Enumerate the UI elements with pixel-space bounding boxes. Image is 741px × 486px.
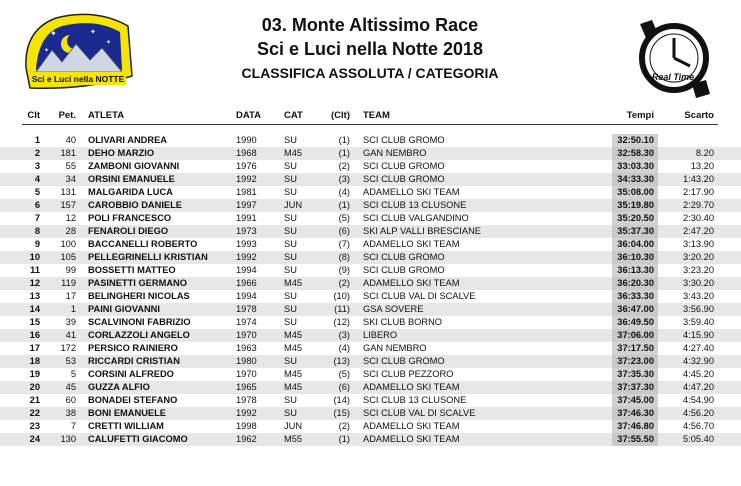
cell-atleta: CRETTI WILLIAM xyxy=(88,421,164,431)
cell-scarto: 3:13.90 xyxy=(682,239,714,249)
cell-atleta: GUZZA ALFIO xyxy=(88,382,150,392)
cell-atleta: PASINETTI GERMANO xyxy=(88,278,187,288)
cell-tempi: 37:45.00 xyxy=(617,395,654,405)
cell-data: 1992 xyxy=(236,174,257,184)
cell-clt: 18 xyxy=(29,356,40,366)
cell-team: SCI CLUB VAL DI SCALVE xyxy=(363,291,476,301)
cell-tempi: 35:19.80 xyxy=(617,200,654,210)
cell-clt-cat: (14) xyxy=(333,395,350,405)
cell-atleta: DEHO MARZIO xyxy=(88,148,155,158)
cell-scarto: 13.20 xyxy=(690,161,714,171)
cell-team: SKI CLUB BORNO xyxy=(363,317,443,327)
ranking-title: CLASSIFICA ASSOLUTA / CATEGORIA xyxy=(241,65,499,81)
cell-data: 1974 xyxy=(236,317,257,327)
cell-cat: M45 xyxy=(284,148,303,158)
cell-tempi: 37:46.30 xyxy=(617,408,654,418)
header-cat: CAT xyxy=(284,110,303,121)
cell-clt-cat: (3) xyxy=(338,330,350,340)
cell-cat: SU xyxy=(284,291,297,301)
cell-tempi: 37:06.00 xyxy=(617,330,654,340)
table-row xyxy=(0,160,741,173)
cell-clt-cat: (6) xyxy=(338,382,350,392)
cell-clt-cat: (4) xyxy=(338,187,350,197)
table-row xyxy=(0,420,741,433)
cell-pet: 17 xyxy=(65,291,76,301)
cell-atleta: PAINI GIOVANNI xyxy=(88,304,160,314)
cell-scarto: 2:47.20 xyxy=(682,226,714,236)
cell-clt-cat: (8) xyxy=(338,252,350,262)
cell-clt: 1 xyxy=(34,135,40,145)
cell-scarto: 8.20 xyxy=(695,148,714,158)
cell-clt: 6 xyxy=(34,200,40,210)
cell-cat: SU xyxy=(284,161,297,171)
cell-clt: 2 xyxy=(34,148,40,158)
cell-atleta: PERSICO RAINIERO xyxy=(88,343,178,353)
cell-atleta: CALUFETTI GIACOMO xyxy=(88,434,188,444)
cell-pet: 5 xyxy=(70,369,76,379)
cell-clt-cat: (5) xyxy=(338,213,350,223)
cell-data: 1981 xyxy=(236,187,257,197)
header-atleta: ATLETA xyxy=(88,110,125,121)
cell-cat: SU xyxy=(284,239,297,249)
table-row xyxy=(0,199,741,212)
cell-data: 1970 xyxy=(236,369,257,379)
cell-cat: M45 xyxy=(284,382,303,392)
cell-tempi: 37:46.80 xyxy=(617,421,654,431)
cell-data: 1968 xyxy=(236,148,257,158)
svg-text:✦: ✦ xyxy=(90,28,96,36)
cell-team: GSA SOVERE xyxy=(363,304,424,314)
cell-cat: SU xyxy=(284,213,297,223)
cell-team: SCI CLUB GROMO xyxy=(363,252,445,262)
table-row xyxy=(0,186,741,199)
cell-pet: 131 xyxy=(60,187,76,197)
cell-tempi: 37:23.00 xyxy=(617,356,654,366)
cell-tempi: 36:33.30 xyxy=(617,291,654,301)
cell-pet: 119 xyxy=(61,278,76,288)
cell-clt-cat: (2) xyxy=(338,161,350,171)
cell-clt: 16 xyxy=(29,330,40,340)
cell-scarto: 1:43.20 xyxy=(682,174,714,184)
cell-clt: 5 xyxy=(34,187,40,197)
cell-pet: 99 xyxy=(65,265,76,275)
svg-text:✦: ✦ xyxy=(50,29,57,38)
cell-clt: 11 xyxy=(30,265,40,275)
timing-logo xyxy=(632,14,714,100)
cell-data: 1997 xyxy=(236,200,257,210)
cell-data: 1962 xyxy=(236,434,257,444)
cell-data: 1998 xyxy=(236,421,257,431)
cell-pet: 41 xyxy=(65,330,76,340)
table-row xyxy=(0,368,741,381)
cell-data: 1970 xyxy=(236,330,257,340)
cell-cat: SU xyxy=(284,265,297,275)
cell-clt: 15 xyxy=(29,317,40,327)
cell-cat: M45 xyxy=(284,330,303,340)
header-divider xyxy=(22,124,718,125)
svg-text:✦: ✦ xyxy=(44,47,50,54)
cell-data: 1991 xyxy=(236,213,257,223)
cell-cat: M45 xyxy=(284,369,303,379)
cell-tempi: 36:10.30 xyxy=(617,252,654,262)
cell-cat: M45 xyxy=(284,278,303,288)
cell-atleta: CORSINI ALFREDO xyxy=(88,369,174,379)
event-logo-text: Sci e Luci nella NOTTE xyxy=(31,74,125,84)
cell-data: 1973 xyxy=(236,226,257,236)
cell-team: SCI CLUB GROMO xyxy=(363,161,445,171)
cell-clt-cat: (7) xyxy=(338,239,350,249)
cell-cat: M55 xyxy=(284,434,303,444)
cell-team: SCI CLUB GROMO xyxy=(363,356,445,366)
cell-tempi: 35:20.50 xyxy=(617,213,654,223)
cell-team: ADAMELLO SKI TEAM xyxy=(363,382,460,392)
cell-pet: 100 xyxy=(60,239,76,249)
cell-pet: 38 xyxy=(65,408,76,418)
cell-pet: 181 xyxy=(60,148,76,158)
cell-cat: SU xyxy=(284,317,297,327)
cell-clt-cat: (3) xyxy=(338,174,350,184)
cell-team: ADAMELLO SKI TEAM xyxy=(363,239,460,249)
table-row xyxy=(0,277,741,290)
cell-tempi: 33:03.30 xyxy=(617,161,654,171)
cell-data: 1976 xyxy=(236,161,257,171)
cell-tempi: 32:50.10 xyxy=(617,135,654,145)
cell-scarto: 3:30.20 xyxy=(682,278,714,288)
cell-atleta: BACCANELLI ROBERTO xyxy=(88,239,198,249)
cell-scarto: 4:15.90 xyxy=(682,330,714,340)
cell-tempi: 32:58.30 xyxy=(617,148,654,158)
cell-cat: JUN xyxy=(284,421,303,431)
cell-clt: 13 xyxy=(29,291,40,301)
cell-data: 1978 xyxy=(236,304,257,314)
cell-pet: 7 xyxy=(70,421,76,431)
cell-clt: 24 xyxy=(29,434,40,444)
cell-tempi: 35:37.30 xyxy=(617,226,654,236)
cell-atleta: BELINGHERI NICOLAS xyxy=(88,291,190,301)
cell-pet: 55 xyxy=(65,161,76,171)
cell-tempi: 37:55.50 xyxy=(617,434,654,444)
cell-team: ADAMELLO SKI TEAM xyxy=(363,278,460,288)
cell-data: 1966 xyxy=(236,278,257,288)
cell-data: 1978 xyxy=(236,395,257,405)
cell-cat: SU xyxy=(284,304,297,314)
cell-atleta: CORLAZZOLI ANGELO xyxy=(88,330,190,340)
cell-clt-cat: (13) xyxy=(333,356,350,366)
event-title: Sci e Luci nella Notte 2018 xyxy=(256,39,484,59)
cell-tempi: 37:35.30 xyxy=(617,369,654,379)
cell-pet: 34 xyxy=(65,174,76,184)
page-header xyxy=(150,14,590,82)
table-row xyxy=(0,147,741,160)
table-row xyxy=(0,238,741,251)
header-scarto: Scarto xyxy=(684,110,714,121)
cell-scarto: 3:23.20 xyxy=(682,265,714,275)
cell-team: GAN NEMBRO xyxy=(363,343,427,353)
cell-clt: 12 xyxy=(29,278,40,288)
cell-scarto: 4:32.90 xyxy=(682,356,714,366)
cell-cat: SU xyxy=(284,174,297,184)
cell-cat: JUN xyxy=(284,200,303,210)
cell-team: SCI CLUB 13 CLUSONE xyxy=(363,395,467,405)
cell-pet: 12 xyxy=(65,213,76,223)
cell-clt-cat: (6) xyxy=(338,226,350,236)
table-row xyxy=(0,355,741,368)
cell-team: LIBERO xyxy=(363,330,398,340)
table-header xyxy=(0,108,741,122)
cell-pet: 40 xyxy=(65,135,76,145)
table-row xyxy=(0,212,741,225)
cell-pet: 39 xyxy=(65,317,76,327)
cell-cat: SU xyxy=(284,408,297,418)
cell-scarto: 4:54.90 xyxy=(682,395,714,405)
cell-data: 1992 xyxy=(236,408,257,418)
header-data: DATA xyxy=(236,110,261,121)
cell-clt-cat: (2) xyxy=(338,278,350,288)
cell-cat: SU xyxy=(284,356,297,366)
table-row xyxy=(0,303,741,316)
cell-clt-cat: (5) xyxy=(338,369,350,379)
cell-cat: SU xyxy=(284,252,297,262)
cell-clt-cat: (1) xyxy=(338,148,350,158)
cell-data: 1994 xyxy=(236,291,257,301)
cell-scarto: 3:20.20 xyxy=(682,252,714,262)
cell-scarto: 5:05.40 xyxy=(682,434,714,444)
timing-logo-text: Real Time xyxy=(651,72,695,82)
cell-team: SCI CLUB VALGANDINO xyxy=(363,213,469,223)
cell-pet: 157 xyxy=(60,200,76,210)
table-row xyxy=(0,394,741,407)
cell-atleta: BONADEI STEFANO xyxy=(88,395,178,405)
table-row xyxy=(0,342,741,355)
cell-atleta: OLIVARI ANDREA xyxy=(88,135,168,145)
table-row xyxy=(0,381,741,394)
race-title: 03. Monte Altissimo Race xyxy=(261,15,479,35)
cell-atleta: CAROBBIO DANIELE xyxy=(88,200,183,210)
cell-clt-cat: (11) xyxy=(334,304,350,314)
cell-data: 1963 xyxy=(236,343,257,353)
cell-scarto: 4:47.20 xyxy=(682,382,714,392)
cell-cat: SU xyxy=(284,135,297,145)
header-clt: Clt xyxy=(27,110,40,121)
cell-atleta: BONI EMANUELE xyxy=(88,408,166,418)
cell-clt-cat: (15) xyxy=(333,408,350,418)
cell-clt-cat: (9) xyxy=(338,265,350,275)
cell-tempi: 36:20.30 xyxy=(617,278,654,288)
cell-scarto: 4:56.20 xyxy=(682,408,714,418)
cell-team: ADAMELLO SKI TEAM xyxy=(363,434,460,444)
table-row xyxy=(0,329,741,342)
cell-atleta: FENAROLI DIEGO xyxy=(88,226,169,236)
event-logo xyxy=(16,10,136,100)
cell-scarto: 4:27.40 xyxy=(682,343,714,353)
table-row xyxy=(0,290,741,303)
cell-atleta: POLI FRANCESCO xyxy=(88,213,172,223)
cell-clt: 3 xyxy=(34,161,40,171)
table-row xyxy=(0,251,741,264)
cell-pet: 53 xyxy=(65,356,76,366)
cell-clt: 14 xyxy=(29,304,40,314)
cell-team: SCI CLUB GROMO xyxy=(363,135,445,145)
cell-scarto: 2:17.90 xyxy=(682,187,714,197)
table-row xyxy=(0,316,741,329)
cell-team: SCI CLUB 13 CLUSONE xyxy=(363,200,467,210)
cell-pet: 28 xyxy=(65,226,76,236)
cell-clt-cat: (1) xyxy=(338,434,350,444)
cell-pet: 172 xyxy=(60,343,76,353)
results-table xyxy=(0,134,741,446)
cell-pet: 45 xyxy=(65,382,76,392)
cell-tempi: 35:08.00 xyxy=(617,187,654,197)
cell-atleta: RICCARDI CRISTIAN xyxy=(88,356,180,366)
cell-clt-cat: (2) xyxy=(338,421,350,431)
cell-clt: 20 xyxy=(29,382,40,392)
cell-tempi: 36:47.00 xyxy=(617,304,654,314)
cell-tempi: 37:17.50 xyxy=(617,343,654,353)
table-row xyxy=(0,225,741,238)
cell-team: ADAMELLO SKI TEAM xyxy=(363,187,460,197)
cell-clt: 23 xyxy=(29,421,40,431)
cell-scarto: 2:29.70 xyxy=(682,200,714,210)
table-row xyxy=(0,134,741,147)
cell-clt: 22 xyxy=(29,408,40,418)
cell-cat: SU xyxy=(284,187,297,197)
cell-scarto: 3:43.20 xyxy=(682,291,714,301)
cell-cat: M45 xyxy=(284,343,303,353)
cell-clt: 9 xyxy=(34,239,40,249)
cell-cat: SU xyxy=(284,395,297,405)
cell-data: 1992 xyxy=(236,252,257,262)
cell-tempi: 36:13.30 xyxy=(617,265,654,275)
cell-scarto: 3:56.90 xyxy=(682,304,714,314)
header-pet: Pet. xyxy=(58,110,76,121)
cell-tempi: 34:33.30 xyxy=(617,174,654,184)
cell-data: 1980 xyxy=(236,356,257,366)
cell-team: SCI CLUB GROMO xyxy=(363,265,445,275)
cell-clt-cat: (10) xyxy=(333,291,350,301)
cell-scarto: 4:45.20 xyxy=(682,369,714,379)
cell-tempi: 36:49.50 xyxy=(617,317,654,327)
cell-clt-cat: (4) xyxy=(338,343,350,353)
cell-clt: 10 xyxy=(29,252,40,262)
cell-team: SKI ALP VALLI BRESCIANE xyxy=(363,226,481,236)
table-row xyxy=(0,407,741,420)
cell-team: GAN NEMBRO xyxy=(363,148,427,158)
cell-atleta: MALGARIDA LUCA xyxy=(88,187,173,197)
table-row xyxy=(0,433,741,446)
table-row xyxy=(0,173,741,186)
cell-pet: 60 xyxy=(65,395,76,405)
cell-tempi: 36:04.00 xyxy=(617,239,654,249)
cell-atleta: ORSINI EMANUELE xyxy=(88,174,175,184)
cell-clt: 7 xyxy=(34,213,40,223)
table-row xyxy=(0,264,741,277)
cell-clt: 4 xyxy=(34,174,40,184)
cell-data: 1990 xyxy=(236,135,257,145)
cell-team: SCI CLUB VAL DI SCALVE xyxy=(363,408,476,418)
cell-pet: 1 xyxy=(70,304,76,314)
cell-data: 1994 xyxy=(236,265,257,275)
header-tempi: Tempi xyxy=(626,110,654,121)
cell-clt-cat: (12) xyxy=(333,317,350,327)
cell-clt: 21 xyxy=(29,395,40,405)
cell-scarto: 3:59.40 xyxy=(682,317,714,327)
cell-pet: 130 xyxy=(60,434,76,444)
header-clt-cat: (Clt) xyxy=(331,110,350,121)
cell-scarto: 4:56.70 xyxy=(682,421,714,431)
cell-tempi: 37:37.30 xyxy=(617,382,654,392)
cell-team: SCI CLUB GROMO xyxy=(363,174,445,184)
cell-atleta: SCALVINONI FABRIZIO xyxy=(88,317,191,327)
cell-clt: 17 xyxy=(29,343,40,353)
cell-data: 1965 xyxy=(236,382,257,392)
cell-atleta: PELLEGRINELLI KRISTIAN xyxy=(88,252,208,262)
cell-clt-cat: (1) xyxy=(338,135,350,145)
cell-team: ADAMELLO SKI TEAM xyxy=(363,421,460,431)
cell-clt-cat: (1) xyxy=(338,200,350,210)
cell-pet: 105 xyxy=(60,252,76,262)
cell-team: SCI CLUB PEZZORO xyxy=(363,369,454,379)
cell-clt: 19 xyxy=(29,369,40,379)
cell-data: 1993 xyxy=(236,239,257,249)
cell-scarto: 2:30.40 xyxy=(682,213,714,223)
cell-clt: 8 xyxy=(34,226,40,236)
header-team: TEAM xyxy=(363,110,390,121)
cell-atleta: BOSSETTI MATTEO xyxy=(88,265,176,275)
cell-cat: SU xyxy=(284,226,297,236)
cell-atleta: ZAMBONI GIOVANNI xyxy=(88,161,180,171)
svg-text:✦: ✦ xyxy=(106,39,112,46)
